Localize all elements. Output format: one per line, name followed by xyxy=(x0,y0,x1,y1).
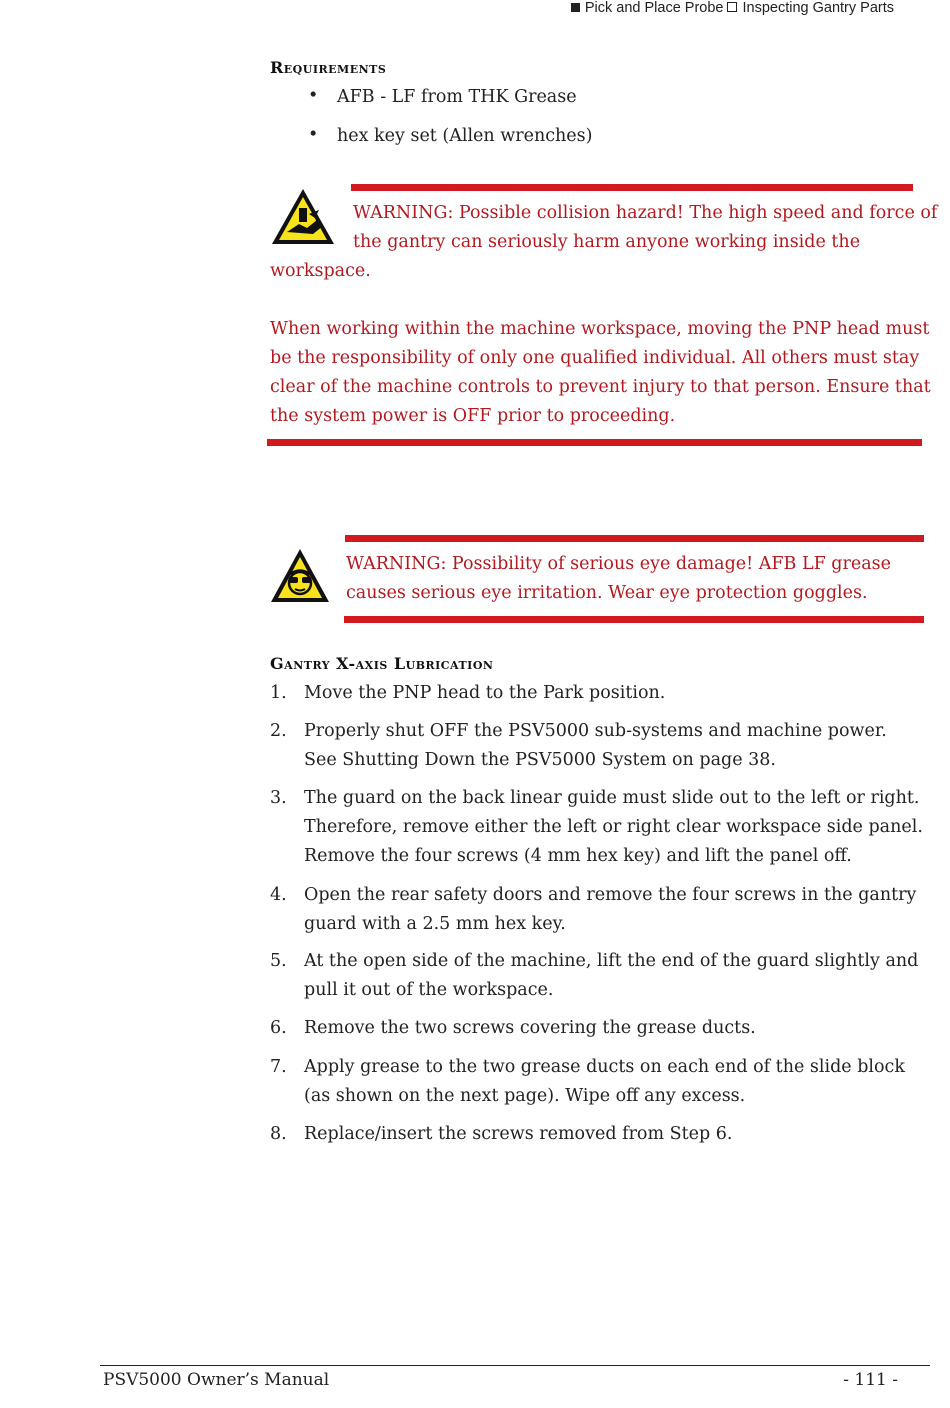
step-text xyxy=(304,784,934,871)
step-text xyxy=(304,881,934,939)
step-text-line: Move the PNP head to the Park position. xyxy=(304,683,666,703)
step-number: 5. xyxy=(270,951,287,971)
footer-rule xyxy=(100,1365,930,1366)
warning1-para-line: the system power is OFF prior to proceeding. xyxy=(270,406,676,426)
step-number: 2. xyxy=(270,721,287,741)
step-text xyxy=(304,947,934,1005)
warning1-para-line: be the responsibility of only one qualified individual. All others must stay xyxy=(270,348,920,368)
step-text-line: Apply grease to the two grease ducts on each end of the slide block xyxy=(304,1057,905,1077)
step-text-line: pull it out of the workspace. xyxy=(304,980,554,1000)
warning1-para-line: clear of the machine controls to prevent injury to that person. Ensure that xyxy=(270,377,931,397)
requirements-heading: Requirements xyxy=(270,58,387,77)
warning2-line2: causes serious eye irritation. Wear eye protection goggles. xyxy=(346,583,868,603)
warning1-line2: the gantry can seriously harm anyone working inside the xyxy=(353,232,861,252)
step-text-line: guard with a 2.5 mm hex key. xyxy=(304,914,566,934)
step-number: 4. xyxy=(270,885,287,905)
warning-bar-top xyxy=(345,535,924,542)
requirement-item: hex key set (Allen wrenches) xyxy=(337,126,593,146)
page-header xyxy=(571,0,894,16)
warning-bar-bottom xyxy=(344,616,924,623)
step-number: 1. xyxy=(270,683,287,703)
warning1-line1: WARNING: Possible collision hazard! The high speed and force of xyxy=(353,203,938,223)
step-text-line: (as shown on the next page). Wipe off any excess. xyxy=(304,1086,746,1106)
crush-hazard-icon xyxy=(269,186,337,248)
step-text-line: Remove the two screws covering the grease ducts. xyxy=(304,1018,756,1038)
step-text xyxy=(304,1014,934,1043)
warning-bar-bottom xyxy=(267,439,922,446)
step-text-line: Therefore, remove either the left or right clear workspace side panel. xyxy=(304,817,923,837)
lubrication-heading: Gantry X-axis Lubrication xyxy=(270,654,494,673)
header-subsection: Inspecting Gantry Parts xyxy=(742,0,894,16)
step-text xyxy=(304,1053,934,1111)
step-number: 8. xyxy=(270,1124,287,1144)
step-text xyxy=(304,1120,934,1149)
step-text-line: At the open side of the machine, lift the end of the guard slightly and xyxy=(304,951,919,971)
step-text-line: The guard on the back linear guide must slide out to the left or right. xyxy=(304,788,920,808)
step-text-line: Open the rear safety doors and remove the four screws in the gantry xyxy=(304,885,917,905)
warning2-line1: WARNING: Possibility of serious eye damage! AFB LF grease xyxy=(346,554,891,574)
step-text-line: Replace/insert the screws removed from Step 6. xyxy=(304,1124,733,1144)
warning-bar-top xyxy=(351,184,913,191)
bullet-dot: • xyxy=(308,86,319,106)
step-number: 3. xyxy=(270,788,287,808)
open-square-icon xyxy=(727,2,737,12)
eye-protection-icon xyxy=(269,547,331,605)
header-section: Pick and Place Probe xyxy=(584,0,724,16)
footer-title: PSV5000 Owner’s Manual xyxy=(103,1370,330,1390)
step-text xyxy=(304,679,934,708)
step-text-line: Properly shut OFF the PSV5000 sub-systems and machine power. xyxy=(304,721,887,741)
step-number: 6. xyxy=(270,1018,287,1038)
step-number: 7. xyxy=(270,1057,287,1077)
requirement-item: AFB - LF from THK Grease xyxy=(337,87,577,107)
step-text-line: See Shutting Down the PSV5000 System on page 38. xyxy=(304,750,776,770)
bullet-dot: • xyxy=(308,125,319,145)
step-text xyxy=(304,717,934,775)
filled-square-icon xyxy=(571,3,580,12)
warning1-para-line: When working within the machine workspace, moving the PNP head must xyxy=(270,319,930,339)
step-text-line: Remove the four screws (4 mm hex key) and lift the panel off. xyxy=(304,846,852,866)
warning1-line3: workspace. xyxy=(270,261,371,281)
footer-page-number: - 111 - xyxy=(843,1370,898,1390)
